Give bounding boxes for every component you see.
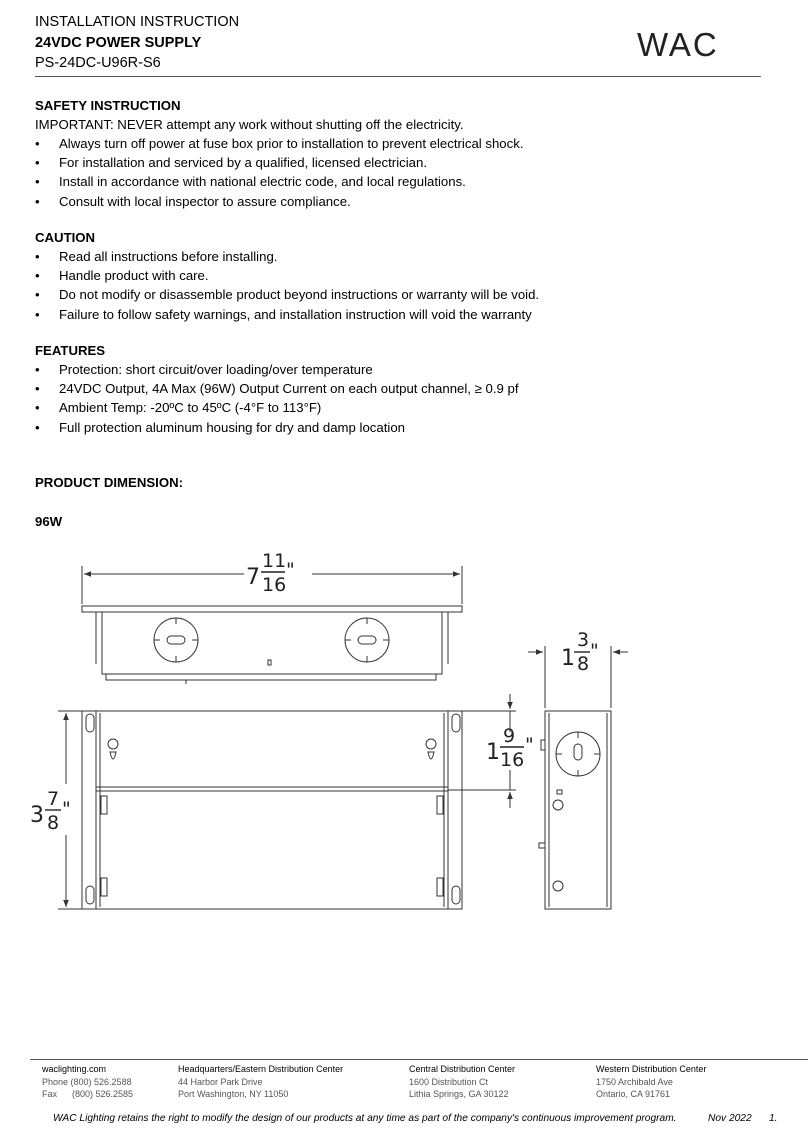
wac-logo: WAC	[637, 26, 719, 63]
mount-unit: "	[525, 734, 534, 756]
central-title: Central Distribution Center	[409, 1064, 516, 1074]
list-item: • Consult with local inspector to assure compliance.	[35, 192, 523, 211]
depth-whole: 1	[561, 646, 575, 671]
list-item: • Always turn off power at fuse box prior to installation to prevent electrical shock.	[35, 134, 523, 153]
list-item: • Protection: short circuit/over loading/over temperature	[35, 360, 519, 379]
width-dimension	[82, 550, 462, 604]
list-item: • 24VDC Output, 4A Max (96W) Output Current on each output channel, ≥ 0.9 pf	[35, 379, 519, 398]
doc-type: INSTALLATION INSTRUCTION	[35, 14, 240, 30]
dimension-drawing	[0, 540, 808, 920]
height-num: 7	[47, 788, 60, 810]
safety-list	[35, 134, 523, 211]
safety-heading: SAFETY INSTRUCTION	[35, 98, 181, 113]
list-item: • Full protection aluminum housing for dry and damp location	[35, 418, 519, 437]
height-den: 8	[47, 812, 60, 834]
model-number: PS-24DC-U96R-S6	[35, 55, 161, 71]
western-title: Western Distribution Center	[596, 1064, 707, 1074]
depth-dimension	[528, 629, 628, 708]
depth-unit: "	[590, 640, 599, 662]
hq-title: Headquarters/Eastern Distribution Center	[178, 1064, 344, 1074]
dimension-heading: PRODUCT DIMENSION:	[35, 475, 183, 490]
list-item: • Handle product with care.	[35, 266, 539, 285]
footer-divider	[30, 1059, 808, 1060]
footer-contact	[42, 1063, 133, 1101]
footer-central	[409, 1063, 515, 1101]
central-line1: 1600 Distribution Ct	[409, 1076, 489, 1087]
caution-heading: CAUTION	[35, 230, 96, 245]
revision-date: Nov 2022	[708, 1113, 752, 1124]
depth-den: 8	[577, 653, 590, 675]
western-line2: Ontario, CA 91761	[596, 1089, 671, 1099]
mount-den: 16	[500, 749, 525, 771]
mount-num: 9	[503, 725, 516, 747]
list-item: • Do not modify or disassemble product beyond instructions or warranty will be void.	[35, 285, 539, 304]
side-view	[539, 711, 611, 909]
list-item: • Install in accordance with national electric code, and local regulations.	[35, 172, 523, 191]
footer-hq	[178, 1063, 343, 1101]
page-number: 1.	[769, 1113, 778, 1124]
western-line1: 1750 Archibald Ave	[596, 1076, 673, 1087]
header-divider	[35, 76, 761, 77]
width-num: 11	[262, 550, 287, 572]
safety-important: IMPORTANT: NEVER attempt any work without shutting off the electricity.	[35, 117, 464, 132]
caution-list	[35, 247, 539, 324]
height-whole: 3	[30, 803, 44, 828]
disclaimer: WAC Lighting retains the right to modify the design of our products at any time as part of the company's continuous improvement program.	[53, 1113, 677, 1124]
footer-western	[596, 1063, 706, 1101]
list-item: • Failure to follow safety warnings, and installation instruction will void the warranty	[35, 305, 539, 324]
depth-num: 3	[577, 629, 590, 651]
width-whole: 7	[246, 565, 260, 590]
width-den: 16	[262, 574, 287, 596]
height-unit: "	[62, 798, 71, 820]
hq-line2: Port Washington, NY 11050	[178, 1089, 289, 1099]
hq-line1: 44 Harbor Park Drive	[178, 1076, 263, 1087]
height-dimension	[30, 711, 96, 909]
website-link[interactable]: waclighting.com	[42, 1064, 107, 1074]
features-heading: FEATURES	[35, 343, 106, 358]
width-unit: "	[286, 559, 295, 581]
fax: Fax (800) 526.2585	[42, 1089, 134, 1099]
front-view	[82, 711, 516, 909]
dimension-variant: 96W	[35, 514, 63, 529]
mount-whole: 1	[486, 740, 500, 765]
features-list	[35, 360, 519, 437]
phone: Phone (800) 526.2588	[42, 1076, 132, 1087]
list-item: • For installation and serviced by a qualified, licensed electrician.	[35, 153, 523, 172]
product-title: 24VDC POWER SUPPLY	[35, 35, 202, 51]
list-item: • Ambient Temp: -20ºC to 45ºC (-4°F to 113°F)	[35, 398, 519, 417]
central-line2: Lithia Springs, GA 30122	[409, 1089, 509, 1099]
top-view	[82, 606, 462, 684]
list-item: • Read all instructions before installing.	[35, 247, 539, 266]
